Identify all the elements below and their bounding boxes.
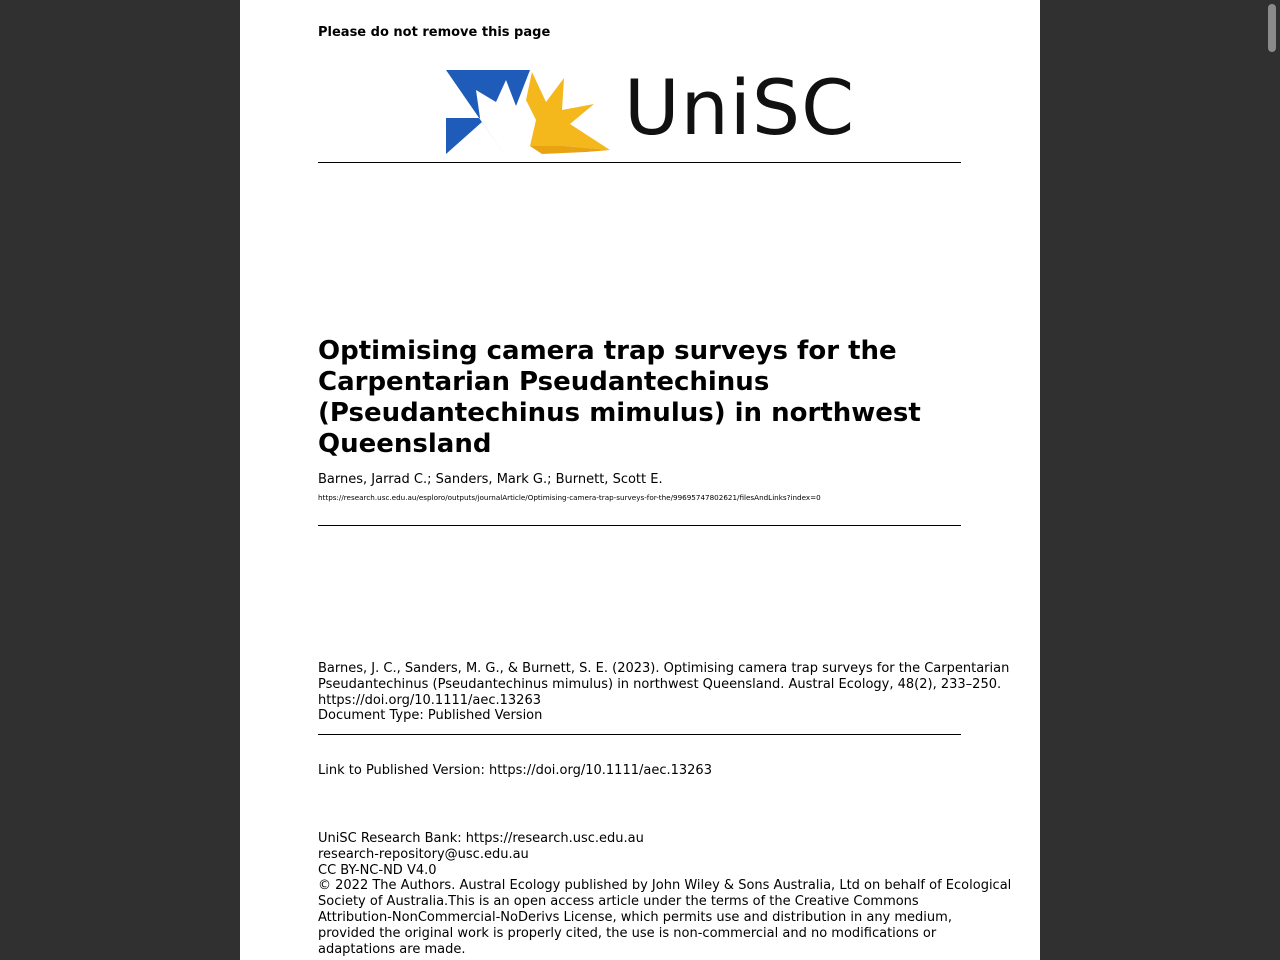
citation-block	[318, 661, 1010, 724]
repository-url[interactable]: https://research.usc.edu.au/esploro/outputs/journalArticle/Optimising-camera-trap-surveys-for-the/99695747802621/filesAndLinks?index=0	[318, 493, 821, 502]
divider	[318, 525, 961, 526]
repository-email[interactable]: research-repository@usc.edu.au	[318, 846, 529, 862]
divider	[318, 162, 961, 163]
document-type: Document Type: Published Version	[318, 708, 543, 724]
copyright-line: provided the original work is properly cited, the use is non-commercial and no modifications or	[318, 925, 937, 941]
copyright-line: adaptations are made.	[318, 941, 466, 957]
published-version-link[interactable]: Link to Published Version: https://doi.org/10.1111/aec.13263	[318, 763, 712, 778]
citation-line: Pseudantechinus (Pseudantechinus mimulus) in northwest Queensland. Austral Ecology, 48(2), 233–250.	[318, 676, 1002, 692]
logo-wordmark: UniSC	[624, 63, 856, 152]
logo-yellow-shape	[526, 72, 610, 152]
citation-line: Barnes, J. C., Sanders, M. G., & Burnett, S. E. (2023). Optimising camera trap surveys for the Carpentarian	[318, 661, 1010, 676]
copyright-line: Attribution-NonCommercial-NoDerivs License, which permits use and distribution in any medium,	[318, 909, 952, 925]
citation-doi[interactable]: https://doi.org/10.1111/aec.13263	[318, 692, 541, 708]
footer-block	[318, 831, 1012, 957]
article-title: Optimising camera trap surveys for the Carpentarian Pseudantechinus (Pseudantechinus mimulus) in northwest Queensland	[318, 336, 921, 459]
copyright-line: Society of Australia.This is an open access article under the terms of the Creative Commons	[318, 894, 919, 910]
copyright-line: © 2022 The Authors. Austral Ecology published by John Wiley & Sons Australia, Ltd on behalf of Ecological	[318, 878, 1012, 894]
document-page	[240, 0, 1040, 960]
scrollbar-thumb[interactable]	[1268, 4, 1276, 52]
logo-blue-shape	[446, 70, 530, 154]
unisc-logo-mark-icon	[446, 66, 626, 158]
license-text: CC BY-NC-ND V4.0	[318, 862, 437, 878]
article-authors: Barnes, Jarrad C.; Sanders, Mark G.; Burnett, Scott E.	[318, 472, 663, 487]
notice-text: Please do not remove this page	[318, 25, 551, 40]
unisc-logo	[446, 63, 856, 158]
research-bank-link[interactable]: UniSC Research Bank: https://research.usc.edu.au	[318, 831, 644, 846]
divider	[318, 734, 961, 735]
